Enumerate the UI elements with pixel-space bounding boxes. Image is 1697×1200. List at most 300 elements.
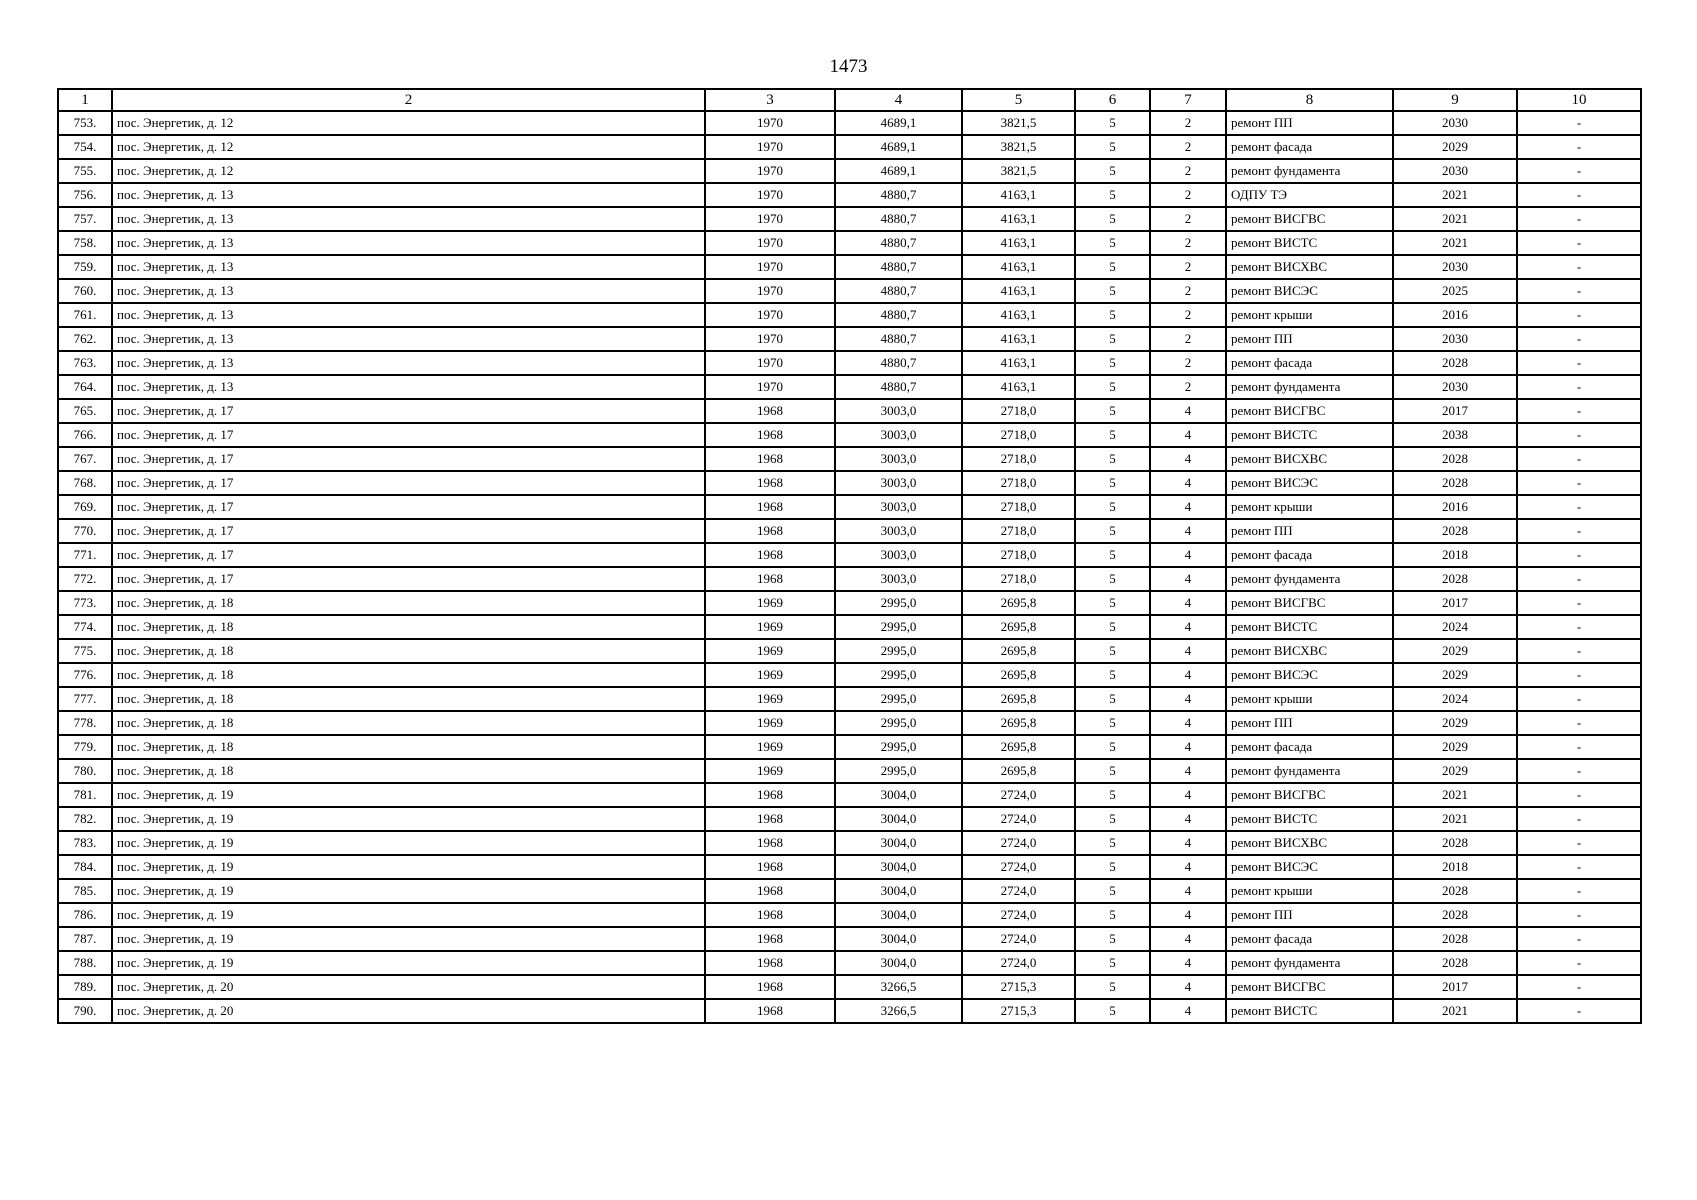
cell-living-area: 2718,0: [962, 423, 1075, 447]
cell-entrances: 4: [1150, 471, 1226, 495]
cell-work-type: ремонт ВИСТС: [1226, 423, 1393, 447]
cell-build-year: 1970: [705, 207, 835, 231]
cell-note: -: [1517, 711, 1641, 735]
cell-row-number: 769.: [58, 495, 112, 519]
cell-floors: 5: [1075, 399, 1150, 423]
cell-planned-year: 2030: [1393, 327, 1517, 351]
cell-build-year: 1968: [705, 567, 835, 591]
header-col-entrances: 7: [1150, 89, 1226, 111]
cell-entrances: 2: [1150, 183, 1226, 207]
cell-total-area: 3003,0: [835, 567, 962, 591]
cell-note: -: [1517, 111, 1641, 135]
cell-row-number: 755.: [58, 159, 112, 183]
header-row: [58, 89, 1641, 111]
cell-note: -: [1517, 663, 1641, 687]
cell-note: -: [1517, 327, 1641, 351]
cell-floors: 5: [1075, 807, 1150, 831]
cell-total-area: 2995,0: [835, 639, 962, 663]
cell-planned-year: 2021: [1393, 231, 1517, 255]
cell-address: пос. Энергетик, д. 12: [112, 135, 705, 159]
cell-total-area: 4880,7: [835, 351, 962, 375]
cell-floors: 5: [1075, 975, 1150, 999]
cell-build-year: 1968: [705, 855, 835, 879]
table-row: [58, 567, 1641, 591]
cell-build-year: 1968: [705, 927, 835, 951]
cell-build-year: 1968: [705, 903, 835, 927]
cell-planned-year: 2028: [1393, 567, 1517, 591]
cell-work-type: ремонт ВИСЭС: [1226, 471, 1393, 495]
cell-address: пос. Энергетик, д. 19: [112, 855, 705, 879]
cell-floors: 5: [1075, 135, 1150, 159]
cell-note: -: [1517, 807, 1641, 831]
cell-planned-year: 2021: [1393, 783, 1517, 807]
cell-total-area: 3266,5: [835, 999, 962, 1023]
cell-planned-year: 2028: [1393, 831, 1517, 855]
cell-floors: 5: [1075, 327, 1150, 351]
cell-address: пос. Энергетик, д. 18: [112, 591, 705, 615]
cell-total-area: 4689,1: [835, 111, 962, 135]
cell-build-year: 1969: [705, 711, 835, 735]
table-row: [58, 351, 1641, 375]
cell-build-year: 1968: [705, 519, 835, 543]
cell-living-area: 2718,0: [962, 519, 1075, 543]
cell-build-year: 1969: [705, 663, 835, 687]
cell-address: пос. Энергетик, д. 18: [112, 615, 705, 639]
cell-entrances: 4: [1150, 567, 1226, 591]
table-row: [58, 255, 1641, 279]
cell-total-area: 2995,0: [835, 711, 962, 735]
cell-work-type: ремонт ВИСТС: [1226, 999, 1393, 1023]
cell-row-number: 774.: [58, 615, 112, 639]
cell-work-type: ремонт ПП: [1226, 903, 1393, 927]
table-row: [58, 759, 1641, 783]
cell-planned-year: 2029: [1393, 735, 1517, 759]
cell-work-type: ремонт ПП: [1226, 327, 1393, 351]
cell-planned-year: 2029: [1393, 135, 1517, 159]
cell-floors: 5: [1075, 879, 1150, 903]
table-row: [58, 903, 1641, 927]
cell-row-number: 760.: [58, 279, 112, 303]
cell-work-type: ремонт ВИСГВС: [1226, 975, 1393, 999]
cell-build-year: 1968: [705, 783, 835, 807]
cell-row-number: 758.: [58, 231, 112, 255]
cell-note: -: [1517, 159, 1641, 183]
cell-address: пос. Энергетик, д. 12: [112, 111, 705, 135]
cell-floors: 5: [1075, 111, 1150, 135]
cell-living-area: 2724,0: [962, 807, 1075, 831]
cell-total-area: 2995,0: [835, 591, 962, 615]
cell-work-type: ремонт фундамента: [1226, 759, 1393, 783]
cell-row-number: 781.: [58, 783, 112, 807]
cell-address: пос. Энергетик, д. 20: [112, 999, 705, 1023]
cell-living-area: 4163,1: [962, 231, 1075, 255]
cell-row-number: 773.: [58, 591, 112, 615]
cell-entrances: 4: [1150, 399, 1226, 423]
cell-entrances: 4: [1150, 447, 1226, 471]
cell-row-number: 761.: [58, 303, 112, 327]
cell-build-year: 1970: [705, 279, 835, 303]
cell-row-number: 782.: [58, 807, 112, 831]
table-row: [58, 327, 1641, 351]
cell-total-area: 3003,0: [835, 519, 962, 543]
cell-floors: 5: [1075, 567, 1150, 591]
cell-entrances: 4: [1150, 903, 1226, 927]
cell-living-area: 2718,0: [962, 447, 1075, 471]
table-row: [58, 879, 1641, 903]
cell-row-number: 772.: [58, 567, 112, 591]
cell-address: пос. Энергетик, д. 13: [112, 255, 705, 279]
table-row: [58, 639, 1641, 663]
cell-planned-year: 2028: [1393, 447, 1517, 471]
cell-planned-year: 2030: [1393, 255, 1517, 279]
table-row: [58, 231, 1641, 255]
cell-entrances: 4: [1150, 615, 1226, 639]
cell-work-type: ремонт ВИСХВС: [1226, 639, 1393, 663]
table-row: [58, 495, 1641, 519]
cell-build-year: 1968: [705, 879, 835, 903]
table-row: [58, 447, 1641, 471]
cell-address: пос. Энергетик, д. 19: [112, 807, 705, 831]
cell-entrances: 4: [1150, 591, 1226, 615]
cell-work-type: ремонт ВИСТС: [1226, 615, 1393, 639]
cell-planned-year: 2029: [1393, 711, 1517, 735]
page-number: 1473: [829, 56, 868, 77]
table-row: [58, 615, 1641, 639]
cell-note: -: [1517, 423, 1641, 447]
cell-living-area: 4163,1: [962, 279, 1075, 303]
cell-planned-year: 2030: [1393, 375, 1517, 399]
cell-floors: 5: [1075, 447, 1150, 471]
cell-note: -: [1517, 831, 1641, 855]
cell-row-number: 753.: [58, 111, 112, 135]
table-row: [58, 279, 1641, 303]
cell-note: -: [1517, 591, 1641, 615]
cell-living-area: 4163,1: [962, 327, 1075, 351]
cell-total-area: 4689,1: [835, 135, 962, 159]
cell-note: -: [1517, 399, 1641, 423]
cell-floors: 5: [1075, 495, 1150, 519]
cell-entrances: 2: [1150, 303, 1226, 327]
cell-entrances: 2: [1150, 327, 1226, 351]
cell-entrances: 4: [1150, 855, 1226, 879]
cell-entrances: 2: [1150, 279, 1226, 303]
cell-total-area: 2995,0: [835, 735, 962, 759]
table-row: [58, 183, 1641, 207]
cell-note: -: [1517, 183, 1641, 207]
header-col-address: 2: [112, 89, 705, 111]
cell-row-number: 780.: [58, 759, 112, 783]
table-row: [58, 375, 1641, 399]
cell-living-area: 2695,8: [962, 711, 1075, 735]
cell-planned-year: 2016: [1393, 495, 1517, 519]
cell-floors: 5: [1075, 951, 1150, 975]
cell-note: -: [1517, 303, 1641, 327]
cell-total-area: 3003,0: [835, 447, 962, 471]
cell-address: пос. Энергетик, д. 19: [112, 927, 705, 951]
table-row: [58, 303, 1641, 327]
cell-living-area: 4163,1: [962, 207, 1075, 231]
cell-note: -: [1517, 471, 1641, 495]
cell-build-year: 1968: [705, 543, 835, 567]
cell-note: -: [1517, 927, 1641, 951]
cell-address: пос. Энергетик, д. 13: [112, 375, 705, 399]
cell-living-area: 4163,1: [962, 375, 1075, 399]
cell-build-year: 1968: [705, 975, 835, 999]
cell-note: -: [1517, 639, 1641, 663]
cell-build-year: 1968: [705, 423, 835, 447]
cell-planned-year: 2030: [1393, 111, 1517, 135]
cell-work-type: ремонт крыши: [1226, 687, 1393, 711]
cell-floors: 5: [1075, 831, 1150, 855]
cell-living-area: 2718,0: [962, 567, 1075, 591]
cell-build-year: 1969: [705, 687, 835, 711]
cell-row-number: 783.: [58, 831, 112, 855]
cell-address: пос. Энергетик, д. 18: [112, 759, 705, 783]
cell-row-number: 767.: [58, 447, 112, 471]
cell-work-type: ремонт ПП: [1226, 111, 1393, 135]
cell-address: пос. Энергетик, д. 12: [112, 159, 705, 183]
cell-entrances: 4: [1150, 759, 1226, 783]
cell-work-type: ремонт ВИСГВС: [1226, 591, 1393, 615]
cell-work-type: ремонт фундамента: [1226, 567, 1393, 591]
cell-planned-year: 2028: [1393, 351, 1517, 375]
cell-work-type: ремонт ВИСТС: [1226, 231, 1393, 255]
cell-floors: 5: [1075, 855, 1150, 879]
table-row: [58, 951, 1641, 975]
cell-build-year: 1968: [705, 831, 835, 855]
cell-floors: 5: [1075, 375, 1150, 399]
cell-entrances: 2: [1150, 255, 1226, 279]
cell-build-year: 1970: [705, 327, 835, 351]
cell-planned-year: 2029: [1393, 639, 1517, 663]
cell-entrances: 4: [1150, 735, 1226, 759]
table-row: [58, 663, 1641, 687]
header-col-number: 1: [58, 89, 112, 111]
cell-planned-year: 2028: [1393, 519, 1517, 543]
cell-note: -: [1517, 903, 1641, 927]
cell-note: -: [1517, 759, 1641, 783]
cell-row-number: 776.: [58, 663, 112, 687]
cell-entrances: 2: [1150, 351, 1226, 375]
cell-floors: 5: [1075, 159, 1150, 183]
cell-row-number: 787.: [58, 927, 112, 951]
cell-total-area: 3004,0: [835, 783, 962, 807]
cell-living-area: 2718,0: [962, 471, 1075, 495]
cell-floors: 5: [1075, 999, 1150, 1023]
header-col-planned-year: 9: [1393, 89, 1517, 111]
cell-total-area: 3003,0: [835, 471, 962, 495]
table-row: [58, 807, 1641, 831]
cell-build-year: 1968: [705, 471, 835, 495]
cell-build-year: 1970: [705, 303, 835, 327]
cell-total-area: 4880,7: [835, 375, 962, 399]
cell-floors: 5: [1075, 735, 1150, 759]
cell-work-type: ремонт ВИСЭС: [1226, 663, 1393, 687]
cell-address: пос. Энергетик, д. 13: [112, 327, 705, 351]
cell-living-area: 2695,8: [962, 759, 1075, 783]
header-col-year: 3: [705, 89, 835, 111]
cell-address: пос. Энергетик, д. 17: [112, 447, 705, 471]
cell-floors: 5: [1075, 519, 1150, 543]
cell-note: -: [1517, 687, 1641, 711]
cell-note: -: [1517, 519, 1641, 543]
cell-floors: 5: [1075, 903, 1150, 927]
table-row: [58, 927, 1641, 951]
cell-row-number: 775.: [58, 639, 112, 663]
cell-work-type: ремонт ВИСТС: [1226, 807, 1393, 831]
table-row: [58, 735, 1641, 759]
table-row: [58, 471, 1641, 495]
cell-row-number: 770.: [58, 519, 112, 543]
cell-build-year: 1968: [705, 999, 835, 1023]
cell-build-year: 1968: [705, 951, 835, 975]
repair-schedule-table: [57, 88, 1642, 1024]
cell-total-area: 2995,0: [835, 687, 962, 711]
cell-living-area: 2715,3: [962, 975, 1075, 999]
cell-entrances: 2: [1150, 231, 1226, 255]
cell-address: пос. Энергетик, д. 19: [112, 879, 705, 903]
cell-row-number: 762.: [58, 327, 112, 351]
cell-work-type: ремонт фасада: [1226, 135, 1393, 159]
cell-entrances: 4: [1150, 831, 1226, 855]
table-row: [58, 975, 1641, 999]
cell-address: пос. Энергетик, д. 18: [112, 687, 705, 711]
cell-total-area: 3004,0: [835, 807, 962, 831]
cell-build-year: 1970: [705, 159, 835, 183]
cell-floors: 5: [1075, 255, 1150, 279]
cell-planned-year: 2024: [1393, 615, 1517, 639]
cell-work-type: ремонт фундамента: [1226, 951, 1393, 975]
cell-row-number: 790.: [58, 999, 112, 1023]
cell-floors: 5: [1075, 591, 1150, 615]
cell-address: пос. Энергетик, д. 17: [112, 471, 705, 495]
cell-address: пос. Энергетик, д. 19: [112, 951, 705, 975]
cell-address: пос. Энергетик, д. 18: [112, 711, 705, 735]
cell-work-type: ремонт фасада: [1226, 351, 1393, 375]
cell-floors: 5: [1075, 615, 1150, 639]
cell-floors: 5: [1075, 687, 1150, 711]
cell-total-area: 4880,7: [835, 207, 962, 231]
cell-build-year: 1968: [705, 447, 835, 471]
cell-work-type: ремонт ВИСГВС: [1226, 207, 1393, 231]
cell-entrances: 4: [1150, 663, 1226, 687]
cell-planned-year: 2017: [1393, 591, 1517, 615]
cell-living-area: 2724,0: [962, 855, 1075, 879]
cell-total-area: 3004,0: [835, 951, 962, 975]
table-row: [58, 831, 1641, 855]
cell-work-type: ремонт ПП: [1226, 519, 1393, 543]
cell-total-area: 2995,0: [835, 663, 962, 687]
table-row: [58, 999, 1641, 1023]
cell-planned-year: 2028: [1393, 471, 1517, 495]
cell-address: пос. Энергетик, д. 17: [112, 399, 705, 423]
cell-entrances: 4: [1150, 519, 1226, 543]
cell-planned-year: 2021: [1393, 999, 1517, 1023]
cell-row-number: 779.: [58, 735, 112, 759]
cell-planned-year: 2016: [1393, 303, 1517, 327]
cell-living-area: 2724,0: [962, 951, 1075, 975]
cell-living-area: 2724,0: [962, 927, 1075, 951]
cell-floors: 5: [1075, 663, 1150, 687]
cell-entrances: 2: [1150, 207, 1226, 231]
cell-entrances: 2: [1150, 375, 1226, 399]
cell-address: пос. Энергетик, д. 13: [112, 351, 705, 375]
cell-work-type: ремонт ВИСЭС: [1226, 279, 1393, 303]
cell-note: -: [1517, 279, 1641, 303]
cell-planned-year: 2017: [1393, 399, 1517, 423]
header-col-note: 10: [1517, 89, 1641, 111]
cell-address: пос. Энергетик, д. 13: [112, 207, 705, 231]
table-row: [58, 423, 1641, 447]
table-row: [58, 591, 1641, 615]
cell-address: пос. Энергетик, д. 19: [112, 831, 705, 855]
cell-work-type: ремонт фундамента: [1226, 159, 1393, 183]
cell-living-area: 4163,1: [962, 183, 1075, 207]
cell-note: -: [1517, 231, 1641, 255]
cell-living-area: 2695,8: [962, 663, 1075, 687]
cell-floors: 5: [1075, 279, 1150, 303]
cell-row-number: 766.: [58, 423, 112, 447]
cell-living-area: 3821,5: [962, 159, 1075, 183]
cell-work-type: ремонт ВИСХВС: [1226, 831, 1393, 855]
cell-build-year: 1970: [705, 255, 835, 279]
cell-address: пос. Энергетик, д. 13: [112, 231, 705, 255]
cell-entrances: 4: [1150, 999, 1226, 1023]
cell-work-type: ремонт ВИСХВС: [1226, 447, 1393, 471]
cell-address: пос. Энергетик, д. 17: [112, 567, 705, 591]
cell-floors: 5: [1075, 639, 1150, 663]
cell-work-type: ремонт фасада: [1226, 543, 1393, 567]
cell-entrances: 4: [1150, 783, 1226, 807]
cell-living-area: 2724,0: [962, 783, 1075, 807]
cell-total-area: 2995,0: [835, 759, 962, 783]
cell-build-year: 1970: [705, 111, 835, 135]
cell-work-type: ОДПУ ТЭ: [1226, 183, 1393, 207]
cell-row-number: 778.: [58, 711, 112, 735]
cell-build-year: 1968: [705, 399, 835, 423]
cell-planned-year: 2029: [1393, 663, 1517, 687]
cell-row-number: 765.: [58, 399, 112, 423]
cell-total-area: 3004,0: [835, 831, 962, 855]
cell-entrances: 4: [1150, 639, 1226, 663]
cell-floors: 5: [1075, 543, 1150, 567]
cell-note: -: [1517, 855, 1641, 879]
table-row: [58, 399, 1641, 423]
cell-planned-year: 2024: [1393, 687, 1517, 711]
cell-row-number: 777.: [58, 687, 112, 711]
cell-work-type: ремонт крыши: [1226, 879, 1393, 903]
cell-planned-year: 2028: [1393, 879, 1517, 903]
cell-build-year: 1968: [705, 495, 835, 519]
cell-address: пос. Энергетик, д. 17: [112, 423, 705, 447]
cell-living-area: 4163,1: [962, 255, 1075, 279]
cell-total-area: 3003,0: [835, 399, 962, 423]
cell-row-number: 756.: [58, 183, 112, 207]
cell-floors: 5: [1075, 183, 1150, 207]
cell-planned-year: 2021: [1393, 207, 1517, 231]
cell-work-type: ремонт ВИСЭС: [1226, 855, 1393, 879]
cell-row-number: 759.: [58, 255, 112, 279]
cell-address: пос. Энергетик, д. 19: [112, 783, 705, 807]
table-row: [58, 135, 1641, 159]
cell-build-year: 1969: [705, 639, 835, 663]
cell-planned-year: 2021: [1393, 807, 1517, 831]
cell-address: пос. Энергетик, д. 18: [112, 639, 705, 663]
cell-address: пос. Энергетик, д. 17: [112, 543, 705, 567]
cell-entrances: 4: [1150, 711, 1226, 735]
cell-planned-year: 2029: [1393, 759, 1517, 783]
cell-living-area: 2724,0: [962, 831, 1075, 855]
